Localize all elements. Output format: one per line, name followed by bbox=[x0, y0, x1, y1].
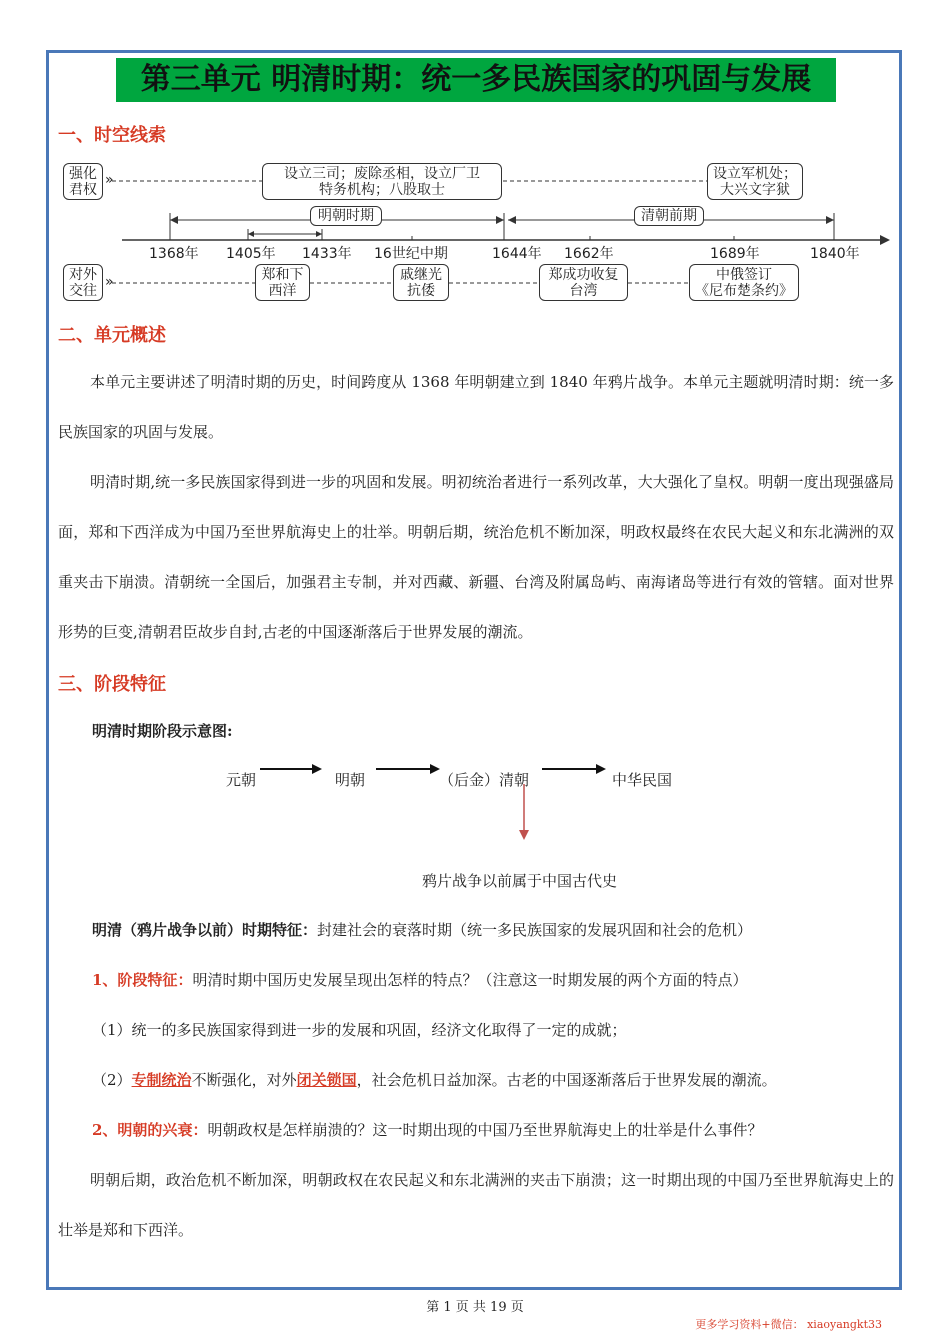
timeline-event-taiwan: 郑成功收复 台湾 bbox=[539, 264, 628, 301]
question-1-text: 明清时期中国历史发展呈现出怎样的特点？（注意这一时期发展的两个方面的特点） bbox=[192, 971, 748, 989]
question-2 bbox=[92, 1119, 762, 1140]
timeline-event-nerchinsk: 中俄签订 《尼布楚条约》 bbox=[689, 264, 799, 301]
year-label: 1840年 bbox=[810, 246, 860, 262]
year-label: 1644年 bbox=[492, 246, 542, 262]
timeline-category-power: 强化 君权 bbox=[63, 163, 103, 200]
answer-1-point-1: （1）统一的多民族国家得到进一步的发展和巩固，经济文化取得了一定的成就； bbox=[92, 1021, 627, 1039]
timeline-category-foreign: 对外 交往 bbox=[63, 264, 103, 301]
timeline-lines bbox=[0, 0, 950, 320]
question-2-text: 明朝政权是怎样崩溃的？这一时期出现的中国乃至世界航海史上的壮举是什么事件？ bbox=[207, 1121, 763, 1139]
page-number: 第 1 页 共 19 页 bbox=[426, 1300, 524, 1315]
keyword-autocracy: 专制统治 bbox=[131, 1071, 192, 1089]
section-heading-stage: 三、阶段特征 bbox=[58, 674, 166, 695]
answer-2: 明朝后期，政治危机不断加深，明朝政权在农民起义和东北满洲的夹击下崩溃；这一时期出现的中国乃至世界航海史上的壮举是郑和下西洋。 bbox=[58, 1171, 894, 1239]
timeline-event-qing-reforms: 设立军机处； 大兴文字狱 bbox=[707, 163, 803, 200]
answer-1-point-2-mid: 不断强化，对外 bbox=[191, 1071, 297, 1089]
question-1 bbox=[92, 969, 747, 990]
year-label: 1433年 bbox=[302, 246, 352, 262]
timeline-event-qijiguang: 戚继光 抗倭 bbox=[393, 264, 449, 301]
overview-paragraph-1: 本单元主要讲述了明清时期的历史，时间跨度从 1368 年明朝建立到 1840 年鸦片战争。本单元主题就明清时期：统一多民族国家的巩固与发展。 bbox=[58, 373, 894, 441]
year-label: 16世纪中期 bbox=[374, 246, 448, 262]
page-title: 第三单元 明清时期：统一多民族国家的巩固与发展 bbox=[116, 58, 836, 102]
year-label: 1405年 bbox=[226, 246, 276, 262]
diagram-label: 明清时期阶段示意图: bbox=[92, 722, 233, 740]
timeline-event-zhenghe: 郑和下 西洋 bbox=[255, 264, 310, 301]
section-heading-overview: 二、单元概述 bbox=[58, 325, 166, 346]
period-feature-text: 封建社会的衰落时期（统一多民族国家的发展巩固和社会的危机） bbox=[317, 921, 753, 939]
answer-1-point-2 bbox=[92, 1069, 777, 1090]
question-1-label: 1、阶段特征： bbox=[92, 971, 193, 989]
period-label-ming: 明朝时期 bbox=[310, 206, 382, 226]
flow-node-roc: 中华民国 bbox=[612, 771, 673, 789]
answer-1-point-2-suffix: ，社会危机日益加深。古老的中国逐渐落后于世界发展的潮流。 bbox=[356, 1071, 777, 1089]
year-label: 1689年 bbox=[710, 246, 760, 262]
chevron-right-icon: » bbox=[105, 172, 114, 188]
year-label: 1662年 bbox=[564, 246, 614, 262]
overview-paragraph-2: 明清时期,统一多民族国家得到进一步的巩固和发展。明初统治者进行一系列改革，大大强化了皇权。明朝一度出现强盛局面，郑和下西洋成为中国乃至世界航海史上的壮举。明朝后期，统治危机不断加深，明政权最终在农民大起义和东北满洲的双重夹击下崩溃。清朝统一全国后，加强君主专制，并对西藏、新疆、台湾及附属岛屿、南海诸岛等进行有效的管辖。面对世界形势的巨变,清朝君臣故步自封,古老的中国逐渐落后于世界发展的潮流。 bbox=[58, 473, 894, 641]
period-feature-line bbox=[92, 919, 752, 940]
question-2-label: 2、明朝的兴衰： bbox=[92, 1121, 208, 1139]
period-feature-label: 明清（鸦片战争以前）时期特征： bbox=[92, 921, 318, 939]
flow-node-yuan: 元朝 bbox=[226, 771, 257, 789]
watermark: 更多学习资料+微信： xiaoyangkt33 bbox=[695, 1318, 882, 1331]
flow-node-ming: 明朝 bbox=[335, 771, 366, 789]
answer-1-point-2-prefix: （2） bbox=[92, 1071, 132, 1089]
flow-node-qing: （后金）清朝 bbox=[439, 771, 530, 789]
chevron-right-icon: » bbox=[105, 274, 114, 290]
flow-note: 鸦片战争以前属于中国古代史 bbox=[422, 872, 618, 890]
flow-arrows bbox=[0, 750, 950, 850]
keyword-isolation: 闭关锁国 bbox=[296, 1071, 357, 1089]
period-label-qing: 清朝前期 bbox=[634, 206, 704, 226]
timeline-event-ming-reforms: 设立三司；废除丞相，设立厂卫 特务机构；八股取士 bbox=[262, 163, 502, 200]
year-label: 1368年 bbox=[149, 246, 199, 262]
section-heading-timeline: 一、时空线索 bbox=[58, 125, 166, 146]
